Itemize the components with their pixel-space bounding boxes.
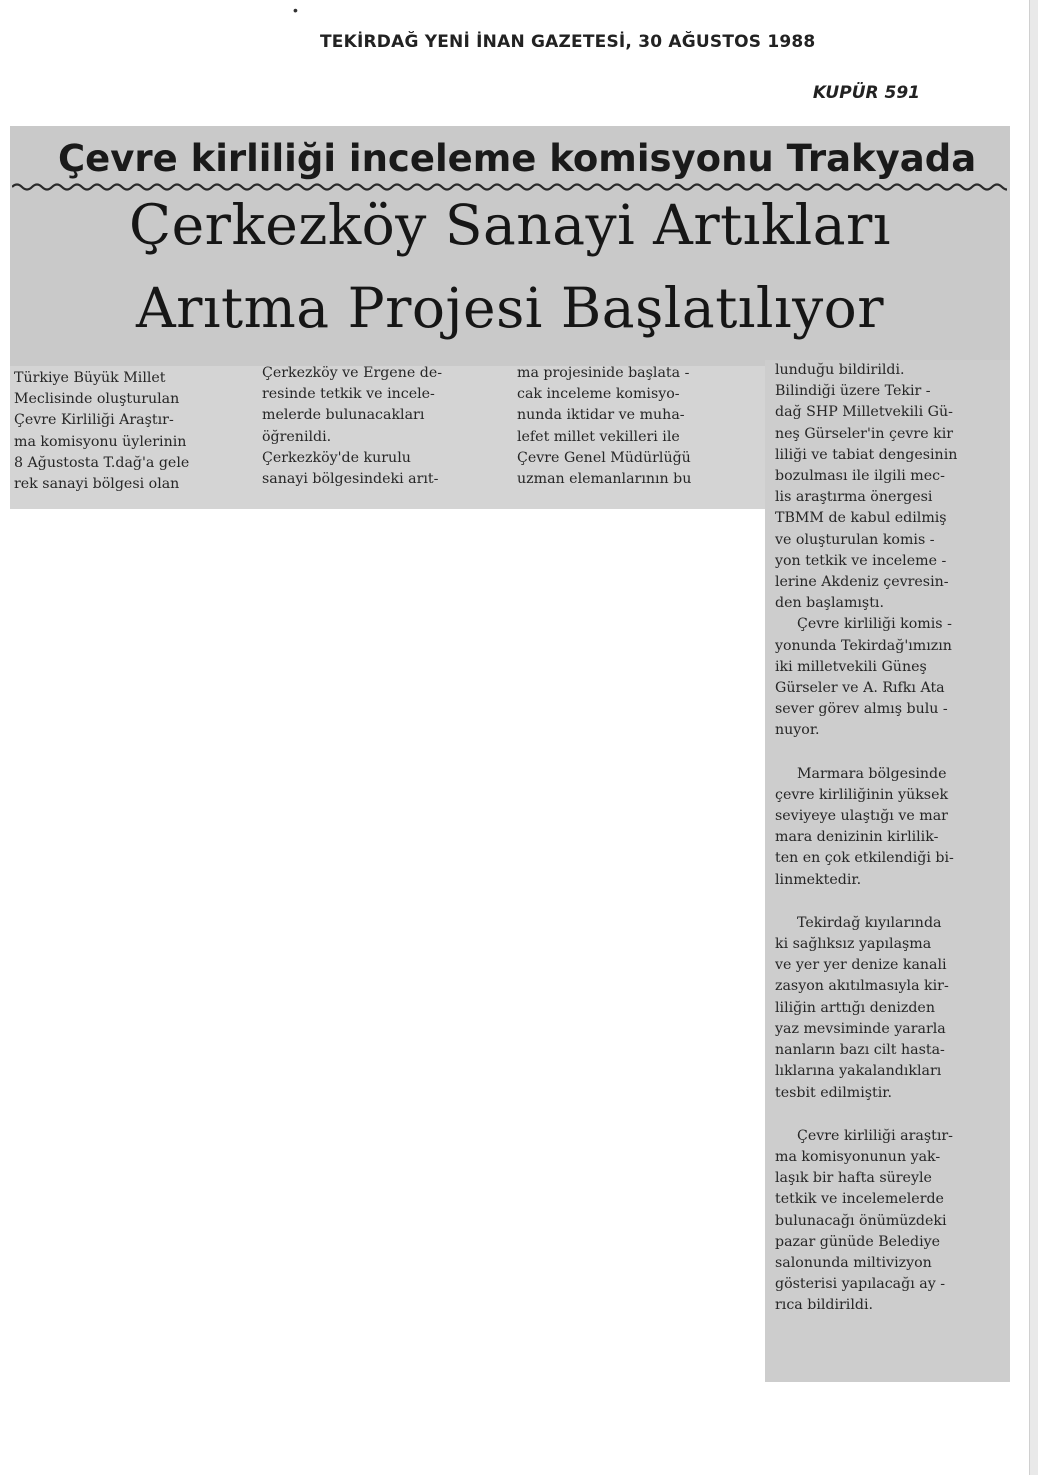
text-line: neş Gürseler'in çevre kir <box>775 425 954 442</box>
text-line: lunduğu bildirildi. <box>775 362 905 378</box>
text-line: Çevre kirliliği araştır- <box>797 1127 953 1144</box>
text-line: yonunda Tekirdağ'ımızın <box>775 637 952 654</box>
text-line: den başlamıştı. <box>775 595 884 612</box>
text-line: yon tetkik ve inceleme - <box>775 552 947 569</box>
clipping-id: KUPÜR 591 <box>812 83 920 103</box>
source-line: TEKİRDAĞ YENİ İNAN GAZETESİ, 30 AĞUSTOS 1988 <box>320 32 816 52</box>
text-line: Çerkezköy'de kurulu <box>262 449 411 466</box>
text-line: Gürseler ve A. Rıfkı Ata <box>775 680 945 697</box>
text-line: nuyor. <box>775 722 820 739</box>
article-column-2 <box>262 363 502 490</box>
text-line: ten en çok etkilendiği bi- <box>775 850 954 867</box>
text-line: gösterisi yapılacağı ay - <box>775 1276 946 1293</box>
text-line: TBMM de kabul edilmiş <box>775 510 947 527</box>
text-line: resinde tetkik ve incele- <box>262 386 435 403</box>
text-line: sever görev almış bulu - <box>775 701 948 718</box>
text-line: Çevre Kirliliği Araştır- <box>14 412 174 429</box>
wavy-rule <box>12 180 1007 194</box>
kicker-headline: Çevre kirliliği inceleme komisyonu Trakyada <box>58 137 977 180</box>
text-line: liliğin arttığı denizden <box>775 999 935 1016</box>
text-line: nanların bazı cilt hasta- <box>775 1042 945 1059</box>
text-line: Çerkezköy ve Ergene de- <box>262 365 443 381</box>
text-line: zasyon akıtılmasıyla kir- <box>775 978 949 995</box>
text-line: rıca bildirildi. <box>775 1297 873 1314</box>
text-line: dağ SHP Milletvekili Gü- <box>775 404 953 421</box>
text-line: pazar günüde Belediye <box>775 1233 941 1250</box>
paragraph-gap <box>775 742 1005 764</box>
text-line: ma komisyonunun yak- <box>775 1148 941 1165</box>
text-line: Çevre kirliliği komis - <box>797 616 952 633</box>
text-line: ma projesinide başlata - <box>517 365 690 381</box>
text-line: lerine Akdeniz çevresin- <box>775 574 949 591</box>
text-line: 8 Ağustosta T.dağ'a gele <box>14 454 190 471</box>
text-line: melerde bulunacakları <box>262 407 425 424</box>
text-line: laşık bir hafta süreyle <box>775 1170 932 1187</box>
text-line: lıklarına yakalandıkları <box>775 1063 942 1080</box>
text-line: mara denizinin kirlilik- <box>775 829 939 846</box>
text-line: nunda iktidar ve muha- <box>517 407 685 424</box>
text-line: bozulması ile ilgili mec- <box>775 468 945 485</box>
text-line: liliği ve tabiat dengesinin <box>775 446 958 463</box>
text-line: ki sağlıksız yapılaşma <box>775 936 932 953</box>
text-line: rek sanayi bölgesi olan <box>14 476 180 493</box>
text-line: lefet millet vekilleri ile <box>517 428 680 445</box>
paragraph-gap <box>775 1104 1005 1126</box>
text-line: salonunda miltivizyon <box>775 1254 932 1271</box>
text-line: bulunacağı önümüzdeki <box>775 1212 947 1229</box>
text-line: tesbit edilmiştir. <box>775 1084 893 1101</box>
article-column-1 <box>14 368 244 495</box>
text-line: Marmara bölgesinde <box>797 765 947 782</box>
text-line: Türkiye Büyük Millet <box>14 370 166 386</box>
text-line: yaz mevsiminde yararla <box>775 1020 946 1037</box>
headline-line-2: Arıtma Projesi Başlatılıyor <box>135 276 885 340</box>
text-line: Tekirdağ kıyılarında <box>797 914 942 931</box>
paragraph-gap <box>775 891 1005 913</box>
text-line: ve yer yer denize kanali <box>775 957 947 974</box>
text-line: tetkik ve incelemelerde <box>775 1191 944 1208</box>
text-line: çevre kirliliğinin yüksek <box>775 786 949 803</box>
text-line: sanayi bölgesindeki arıt- <box>262 471 439 488</box>
text-line: iki milletvekili Güneş <box>775 658 927 675</box>
text-line: ma komisyonu üylerinin <box>14 433 187 450</box>
corner-mark: • <box>293 2 298 18</box>
text-line: ve oluşturulan komis - <box>775 531 935 548</box>
text-line: Bilindiği üzere Tekir - <box>775 383 931 400</box>
text-line: Meclisinde oluşturulan <box>14 391 180 408</box>
headline-line-1: Çerkezköy Sanayi Artıkları <box>129 193 891 257</box>
page-edge <box>1029 0 1038 1475</box>
article-column-3 <box>517 363 757 490</box>
text-line: linmektedir. <box>775 871 862 888</box>
text-line: Çevre Genel Müdürlüğü <box>517 449 691 466</box>
article-column-4 <box>775 360 1005 1317</box>
text-line: cak inceleme komisyo- <box>517 386 680 403</box>
text-line: seviyeye ulaştığı ve mar <box>775 808 948 825</box>
text-line: lis araştırma önergesi <box>775 489 933 506</box>
text-line: öğrenildi. <box>262 428 332 445</box>
text-line: uzman elemanlarının bu <box>517 471 692 488</box>
